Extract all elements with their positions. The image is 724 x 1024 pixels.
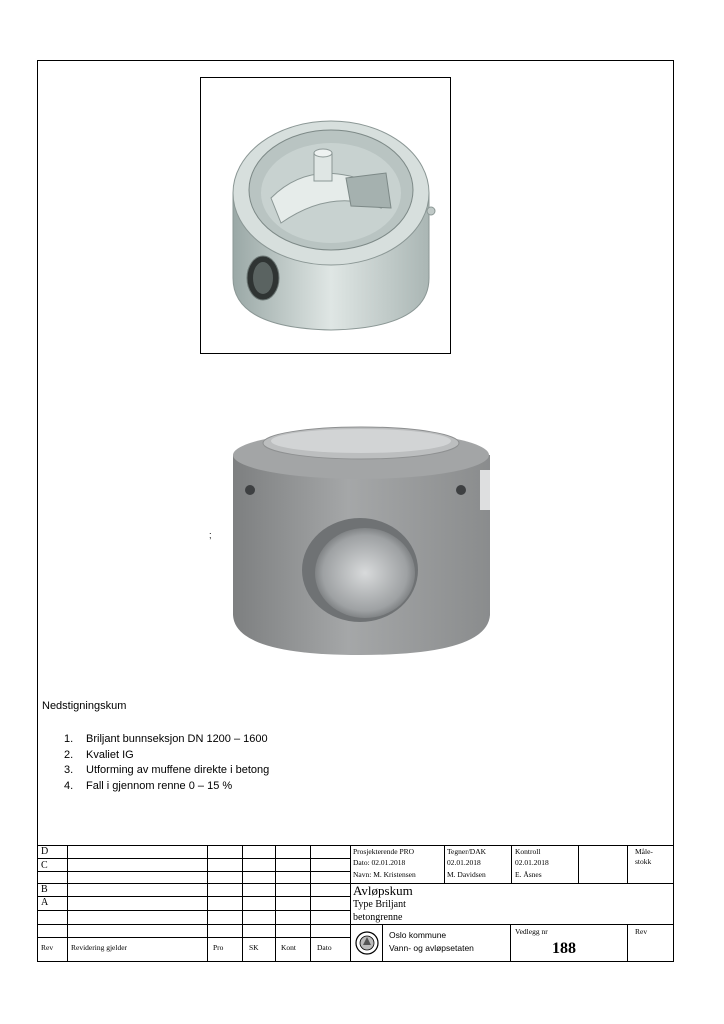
list-item: 1. Briljant bunnseksjon DN 1200 – 1600	[64, 733, 268, 745]
control-date: 02.01.2018	[515, 858, 549, 867]
appendix-label: Vedlegg nr	[515, 927, 548, 936]
project-name: Navn: M. Kristensen	[353, 870, 416, 879]
rev-row-b: B	[41, 884, 48, 895]
project-date: Dato: 02.01.2018	[353, 858, 406, 867]
manhole-photo	[225, 415, 495, 665]
list-item: 2. Kvaliet IG	[64, 748, 134, 761]
manhole-render-illustration	[201, 78, 449, 352]
org-name: Oslo kommune	[389, 930, 447, 940]
control-role: Kontroll	[515, 847, 541, 856]
appendix-number: 188	[552, 940, 576, 957]
control-name: E. Åsnes	[515, 870, 542, 879]
drawer-date: 02.01.2018	[447, 858, 481, 867]
header-dato: Dato	[317, 943, 332, 952]
drawing-title: Avløpskum	[353, 883, 413, 898]
rev-label: Rev	[635, 927, 648, 936]
stray-mark: ;	[209, 530, 212, 540]
header-rev: Rev	[41, 943, 54, 952]
spec-list	[64, 732, 269, 794]
list-item: 4. Fall i gjennom renne 0 – 15 %	[64, 779, 233, 792]
oslo-seal-icon	[355, 928, 379, 958]
render-image-frame	[200, 77, 451, 354]
scale-label-1: Måle-	[635, 847, 653, 856]
drawer-role: Tegner/DAK	[447, 847, 487, 856]
list-item: 3. Utforming av muffene direkte i betong	[64, 764, 270, 776]
header-pro: Pro	[213, 943, 224, 952]
title-block	[37, 845, 674, 962]
header-kont: Kont	[281, 943, 296, 952]
drawing-subtitle-2: betongrenne	[353, 912, 403, 923]
section-heading: Nedstigningskum	[42, 700, 127, 712]
header-sk: SK	[249, 943, 259, 952]
drawing-subtitle-1: Type Briljant	[353, 899, 406, 910]
rev-row-d: D	[41, 846, 49, 857]
header-desc: Revidering gjelder	[71, 943, 128, 952]
rev-row-c: C	[41, 860, 48, 871]
org-department: Vann- og avløpsetaten	[389, 943, 474, 953]
rev-row-a: A	[41, 897, 49, 908]
scale-label-2: stokk	[635, 857, 652, 866]
drawer-name: M. Davidsen	[447, 870, 486, 879]
project-role: Prosjekterende PRO	[353, 847, 415, 856]
